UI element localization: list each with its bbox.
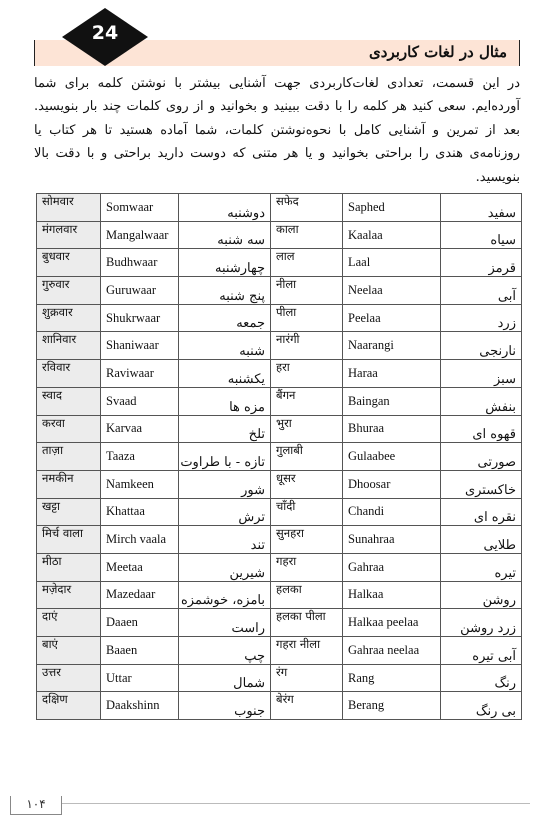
persian-meaning-cell: قهوه ای	[441, 415, 522, 443]
persian-meaning-cell: بنفش	[441, 387, 522, 415]
table-row	[37, 553, 522, 581]
transliteration-cell: Laal	[343, 249, 441, 277]
table-row	[37, 637, 522, 665]
persian-meaning-cell: بی رنگ	[441, 692, 522, 720]
transliteration-cell: Raviwaar	[101, 360, 179, 388]
hindi-word-cell: गहरा	[271, 553, 343, 581]
hindi-word-cell: शानिवार	[37, 332, 101, 360]
table-row	[37, 194, 522, 222]
lesson-number-badge	[62, 8, 148, 66]
vocabulary-table	[36, 193, 522, 720]
persian-meaning-cell: تند	[179, 526, 271, 554]
persian-meaning-cell: شنبه	[179, 332, 271, 360]
persian-meaning-cell: دوشنبه	[179, 194, 271, 222]
hindi-word-cell: नमकीन	[37, 470, 101, 498]
table-row	[37, 221, 522, 249]
lesson-number: 24	[91, 22, 119, 44]
hindi-word-cell: बेरंग	[271, 692, 343, 720]
hindi-word-cell: मज़ेदार	[37, 581, 101, 609]
persian-meaning-cell: قرمز	[441, 249, 522, 277]
transliteration-cell: Saphed	[343, 194, 441, 222]
transliteration-cell: Halkaa	[343, 581, 441, 609]
table-row	[37, 249, 522, 277]
hindi-word-cell: पीला	[271, 304, 343, 332]
table-row	[37, 415, 522, 443]
hindi-word-cell: सोमवार	[37, 194, 101, 222]
lesson-title: مثال در لغات کاربردی	[369, 43, 507, 61]
transliteration-cell: Mangalwaar	[101, 221, 179, 249]
persian-meaning-cell: طلایی	[441, 526, 522, 554]
transliteration-cell: Somwaar	[101, 194, 179, 222]
transliteration-cell: Chandi	[343, 498, 441, 526]
persian-meaning-cell: شیرین	[179, 553, 271, 581]
transliteration-cell: Uttar	[101, 664, 179, 692]
hindi-word-cell: खट्टा	[37, 498, 101, 526]
persian-meaning-cell: روشن	[441, 581, 522, 609]
hindi-word-cell: भुरा	[271, 415, 343, 443]
table-row	[37, 470, 522, 498]
table-row	[37, 277, 522, 305]
hindi-word-cell: सुनहरा	[271, 526, 343, 554]
transliteration-cell: Neelaa	[343, 277, 441, 305]
persian-meaning-cell: شور	[179, 470, 271, 498]
transliteration-cell: Bhuraa	[343, 415, 441, 443]
persian-meaning-cell: تازه - با طراوت	[179, 443, 271, 471]
persian-meaning-cell: نارنجی	[441, 332, 522, 360]
table-row	[37, 443, 522, 471]
hindi-word-cell: गहरा नीला	[271, 637, 343, 665]
persian-meaning-cell: مزه ها	[179, 387, 271, 415]
transliteration-cell: Halkaa peelaa	[343, 609, 441, 637]
persian-meaning-cell: راست	[179, 609, 271, 637]
table-row	[37, 664, 522, 692]
table-row	[37, 360, 522, 388]
transliteration-cell: Mirch vaala	[101, 526, 179, 554]
persian-meaning-cell: زرد روشن	[441, 609, 522, 637]
hindi-word-cell: बुधवार	[37, 249, 101, 277]
hindi-word-cell: बैंगन	[271, 387, 343, 415]
hindi-word-cell: बाएं	[37, 637, 101, 665]
transliteration-cell: Baingan	[343, 387, 441, 415]
transliteration-cell: Mazedaar	[101, 581, 179, 609]
transliteration-cell: Svaad	[101, 387, 179, 415]
persian-meaning-cell: صورتی	[441, 443, 522, 471]
transliteration-cell: Guruwaar	[101, 277, 179, 305]
persian-meaning-cell: پنج شنبه	[179, 277, 271, 305]
persian-meaning-cell: جنوب	[179, 692, 271, 720]
hindi-word-cell: रंग	[271, 664, 343, 692]
hindi-word-cell: गुरुवार	[37, 277, 101, 305]
persian-meaning-cell: زرد	[441, 304, 522, 332]
hindi-word-cell: दक्षिण	[37, 692, 101, 720]
hindi-word-cell: हलका पीला	[271, 609, 343, 637]
vocabulary-table-body	[37, 194, 522, 720]
page-number: ۱۰۴	[10, 796, 62, 815]
hindi-word-cell: रविवार	[37, 360, 101, 388]
transliteration-cell: Sunahraa	[343, 526, 441, 554]
transliteration-cell: Rang	[343, 664, 441, 692]
persian-meaning-cell: آبی	[441, 277, 522, 305]
transliteration-cell: Kaalaa	[343, 221, 441, 249]
table-row	[37, 332, 522, 360]
table-row	[37, 692, 522, 720]
transliteration-cell: Namkeen	[101, 470, 179, 498]
hindi-word-cell: मंगलवार	[37, 221, 101, 249]
persian-meaning-cell: سبز	[441, 360, 522, 388]
transliteration-cell: Naarangi	[343, 332, 441, 360]
persian-meaning-cell: چهارشنبه	[179, 249, 271, 277]
persian-meaning-cell: تلخ	[179, 415, 271, 443]
transliteration-cell: Karvaa	[101, 415, 179, 443]
transliteration-cell: Taaza	[101, 443, 179, 471]
table-row	[37, 498, 522, 526]
hindi-word-cell: दाएं	[37, 609, 101, 637]
transliteration-cell: Gahraa neelaa	[343, 637, 441, 665]
persian-meaning-cell: جمعه	[179, 304, 271, 332]
hindi-word-cell: सफेद	[271, 194, 343, 222]
persian-meaning-cell: تیره	[441, 553, 522, 581]
transliteration-cell: Berang	[343, 692, 441, 720]
table-row	[37, 609, 522, 637]
hindi-word-cell: मिर्च वाला	[37, 526, 101, 554]
hindi-word-cell: लाल	[271, 249, 343, 277]
hindi-word-cell: धूसर	[271, 470, 343, 498]
table-row	[37, 304, 522, 332]
hindi-word-cell: हलका	[271, 581, 343, 609]
persian-meaning-cell: سفید	[441, 194, 522, 222]
persian-meaning-cell: بامزه، خوشمزه	[179, 581, 271, 609]
hindi-word-cell: स्वाद	[37, 387, 101, 415]
persian-meaning-cell: یکشنبه	[179, 360, 271, 388]
hindi-word-cell: गुलाबी	[271, 443, 343, 471]
transliteration-cell: Shaniwaar	[101, 332, 179, 360]
hindi-word-cell: उत्तर	[37, 664, 101, 692]
transliteration-cell: Haraa	[343, 360, 441, 388]
hindi-word-cell: शुक्रवार	[37, 304, 101, 332]
persian-meaning-cell: خاکستری	[441, 470, 522, 498]
transliteration-cell: Meetaa	[101, 553, 179, 581]
table-row	[37, 526, 522, 554]
transliteration-cell: Peelaa	[343, 304, 441, 332]
persian-meaning-cell: چپ	[179, 637, 271, 665]
persian-meaning-cell: ترش	[179, 498, 271, 526]
transliteration-cell: Daaen	[101, 609, 179, 637]
hindi-word-cell: नीला	[271, 277, 343, 305]
transliteration-cell: Daakshinn	[101, 692, 179, 720]
hindi-word-cell: ताज़ा	[37, 443, 101, 471]
hindi-word-cell: नारंगी	[271, 332, 343, 360]
transliteration-cell: Budhwaar	[101, 249, 179, 277]
transliteration-cell: Shukrwaar	[101, 304, 179, 332]
hindi-word-cell: काला	[271, 221, 343, 249]
hindi-word-cell: मीठा	[37, 553, 101, 581]
transliteration-cell: Khattaa	[101, 498, 179, 526]
intro-paragraph: در این قسمت، تعدادی لغات‌کاربردی جهت آشنایی بیشتر با نوشتن کلمه برای شما آورده‌ایم. سعی کنید هر کلمه را با دقت ببینید و بخوانید و از روی کلمات چند بار بنویسید. بعد از تمرین و آشنایی کامل با نحوه‌نوشتن کلمات، شما آماده هستید تا هر کتاب یا روزنامه‌ی هندی را براحتی بخوانید و یا هر متنی که دوست دارید براحتی و با دقت بالا بنویسید.	[34, 76, 520, 185]
table-row	[37, 581, 522, 609]
transliteration-cell: Baaen	[101, 637, 179, 665]
transliteration-cell: Gulaabee	[343, 443, 441, 471]
persian-meaning-cell: سیاه	[441, 221, 522, 249]
transliteration-cell: Dhoosar	[343, 470, 441, 498]
persian-meaning-cell: آبی تیره	[441, 637, 522, 665]
footer-rule	[10, 803, 530, 804]
hindi-word-cell: करवा	[37, 415, 101, 443]
table-row	[37, 387, 522, 415]
persian-meaning-cell: شمال	[179, 664, 271, 692]
persian-meaning-cell: رنگ	[441, 664, 522, 692]
persian-meaning-cell: نقره ای	[441, 498, 522, 526]
hindi-word-cell: हरा	[271, 360, 343, 388]
transliteration-cell: Gahraa	[343, 553, 441, 581]
persian-meaning-cell: سه شنبه	[179, 221, 271, 249]
hindi-word-cell: चाँदी	[271, 498, 343, 526]
